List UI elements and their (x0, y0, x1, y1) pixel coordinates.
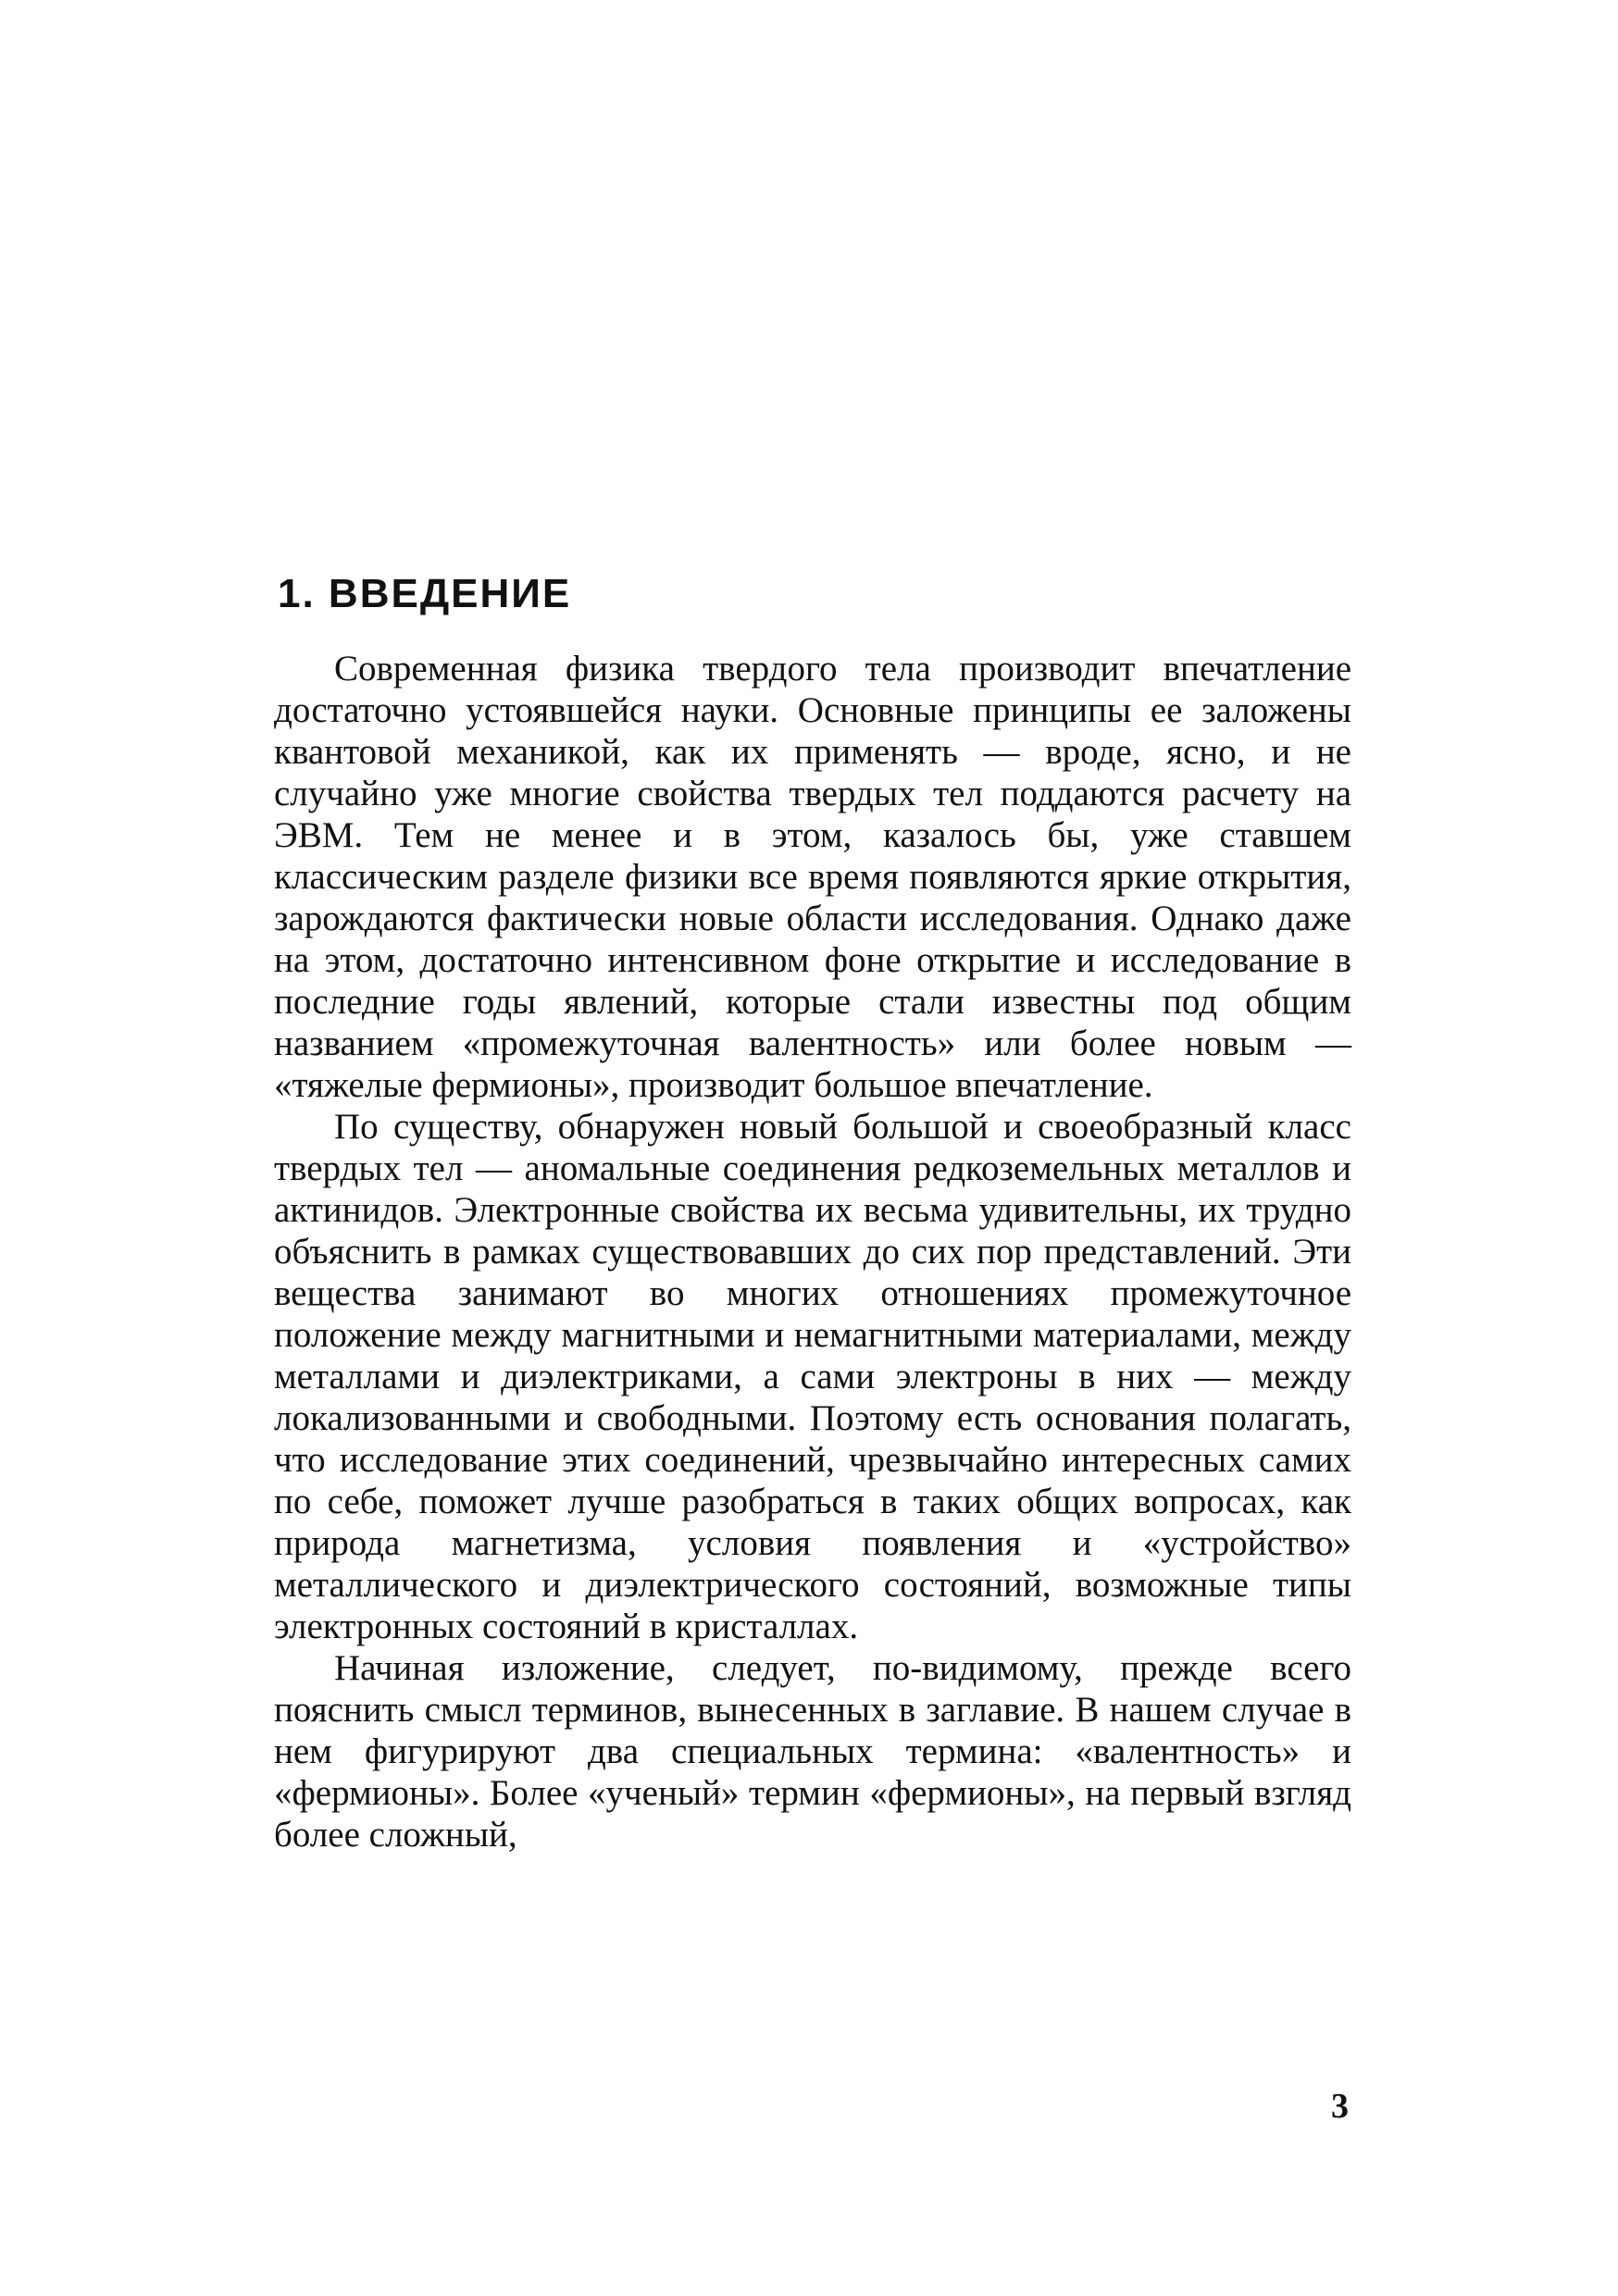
paragraph-1: Современная физика твердого тела производит впечатление достаточно устоявшейся науки. Основные принципы ее заложены квантовой механикой, как их применять — вроде, ясно, и не случайно уже многие свойства твердых тел поддаются расчету на ЭВМ. Тем не менее и в этом, казалось бы, уже ставшем классическим разделе физики все время появляются яркие открытия, зарождаются фактически новые области исследования. Однако даже на этом, достаточно интенсивном фоне открытие и исследование в последние годы явлений, которые стали известны под общим названием «промежуточная валентность» или более новым — «тяжелые фермионы», производит большое впечатление. (274, 649, 1351, 1105)
chapter-heading: 1. ВВЕДЕНИЕ (278, 571, 572, 616)
paragraph-3: Начиная изложение, следует, по-видимому, прежде всего пояснить смысл терминов, вынесенных в заглавие. В нашем случае в нем фигурируют два специальных термина: «валентность» и «фермионы». Более «ученый» термин «фермионы», на первый взгляд более сложный, (274, 1648, 1351, 1855)
body-text (274, 648, 1351, 1855)
page-number: 3 (1331, 2087, 1349, 2126)
paragraph-2: По существу, обнаружен новый большой и своеобразный класс твердых тел — аномальные соединения редкоземельных металлов и актинидов. Электронные свойства их весьма удивительны, их трудно объяснить в рамках существовавших до сих пор представлений. Эти вещества занимают во многих отношениях промежуточное положение между магнитными и немагнитными материалами, между металлами и диэлектриками, а сами электроны в них — между локализованными и свободными. Поэтому есть основания полагать, что исследование этих соединений, чрезвычайно интересных самих по себе, поможет лучше разобраться в таких общих вопросах, как природа магнетизма, условия появления и «устройство» металлического и диэлектрического состояний, возможные типы электронных состояний в кристаллах. (274, 1107, 1351, 1646)
